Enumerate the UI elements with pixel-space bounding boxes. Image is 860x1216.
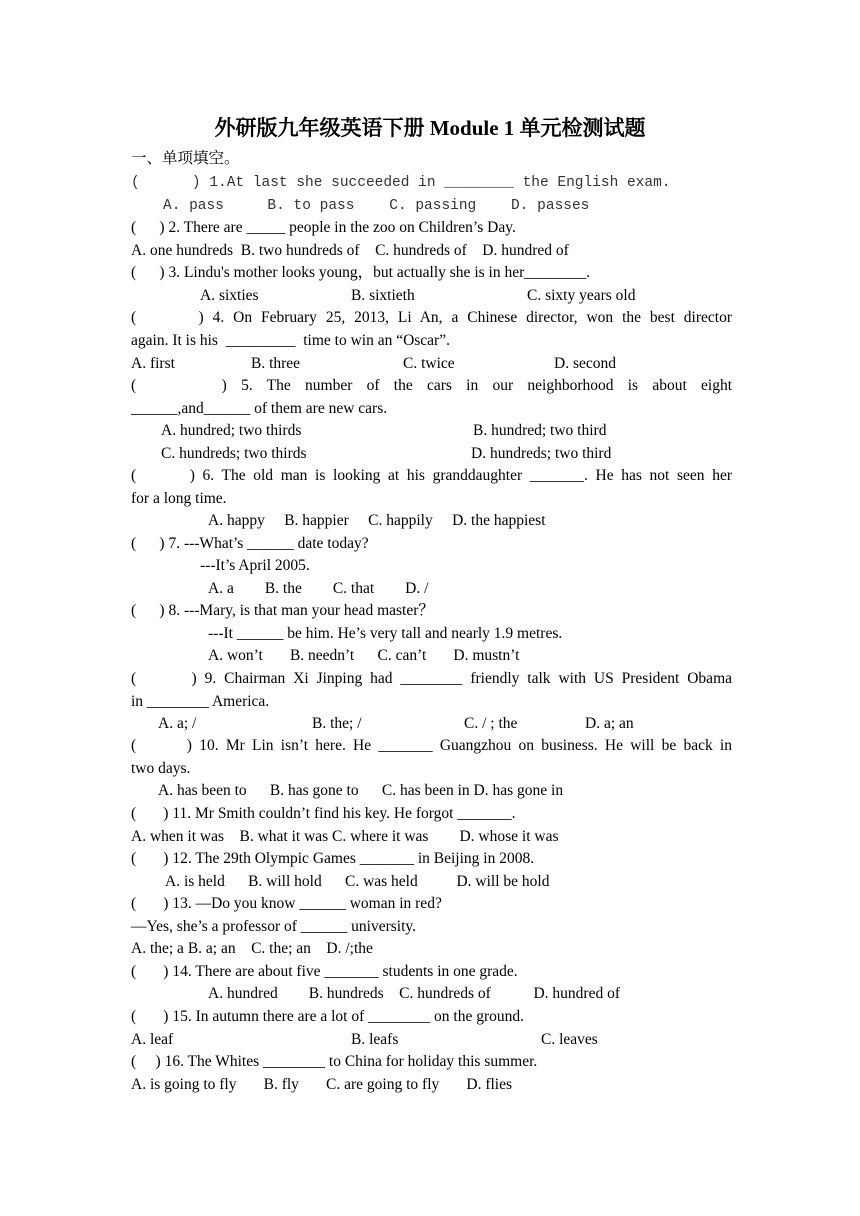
question-9-option-b: B. the; / [312, 715, 362, 732]
question-12-stem: ( ) 12. The 29th Olympic Games _______ in Beijing in 2008. [131, 850, 535, 867]
question-15-option-c: C. leaves [541, 1031, 598, 1048]
question-16-options: A. is going to fly B. fly C. are going to fly D. flies [131, 1076, 513, 1093]
question-6-options: A. happy B. happier C. happily D. the happiest [208, 512, 546, 529]
question-11-options: A. when it was B. what it was C. where it was D. whose it was [131, 828, 559, 845]
question-15-stem: ( ) 15. In autumn there are a lot of ________ on the ground. [131, 1008, 525, 1025]
question-16-stem: ( ) 16. The Whites ________ to China for holiday this summer. [131, 1053, 538, 1070]
question-7-options: A. a B. the C. that D. / [208, 580, 429, 597]
question-4-line-1: ( ) 4. On February 25, 2013, Li An, a Chinese director, won the best director [131, 309, 732, 326]
question-5-option-b: B. hundred; two third [473, 422, 607, 439]
question-3-stem: ( ) 3. Lindu's mother looks young，but actually she is in her________. [131, 264, 591, 281]
question-5-option-c: C. hundreds; two thirds [161, 445, 307, 462]
question-14-stem: ( ) 14. There are about five _______ students in one grade. [131, 963, 518, 980]
question-7-reply: ---It’s April 2005. [200, 557, 310, 574]
question-3-option-c: C. sixty years old [527, 287, 636, 304]
question-5-option-a: A. hundred; two thirds [161, 422, 302, 439]
question-15-option-a: A. leaf [131, 1031, 174, 1048]
question-4-option-c: C. twice [403, 355, 455, 372]
question-2-stem: ( ) 2. There are _____ people in the zoo on Children’s Day. [131, 219, 516, 236]
question-9-line-1: ( ) 9. Chairman Xi Jinping had ________ friendly talk with US President Obama [131, 670, 732, 687]
question-11-stem: ( ) 11. Mr Smith couldn’t find his key. He forgot _______. [131, 805, 516, 822]
question-5-option-d: D. hundreds; two third [471, 445, 612, 462]
question-9-stem [131, 668, 732, 713]
section-heading: 一、单项填空。 [131, 150, 240, 167]
question-5-stem [131, 375, 732, 420]
question-13-reply: —Yes, she’s a professor of ______ university. [131, 918, 417, 935]
question-8-reply: ---It ______ be him. He’s very tall and nearly 1.9 metres. [208, 625, 563, 642]
question-3-option-a: A. sixties [200, 287, 259, 304]
question-9-option-c: C. / ; the [464, 715, 518, 732]
question-10-line-1: ( ) 10. Mr Lin isn’t here. He _______ Guangzhou on business. He will be back in [131, 737, 732, 754]
question-15-option-b: B. leafs [351, 1031, 399, 1048]
question-1-stem: ( ) 1.At last she succeeded in ________ the English exam. [131, 175, 671, 191]
question-9-option-a: A. a; / [158, 715, 197, 732]
question-4-option-a: A. first [131, 355, 175, 372]
question-10-line-2: two days. [131, 759, 191, 777]
question-7-stem: ( ) 7. ---What’s ______ date today? [131, 535, 369, 552]
question-12-options: A. is held B. will hold C. was held D. will be hold [165, 873, 550, 890]
question-9-option-d: D. a; an [585, 715, 634, 732]
question-14-options: A. hundred B. hundreds C. hundreds of D. hundred of [208, 985, 620, 1002]
question-13-options: A. the; a B. a; an C. the; an D. /;the [131, 940, 373, 957]
question-6-line-2: for a long time. [131, 489, 227, 507]
question-4-line-2: again. It is his _________ time to win an “Oscar”. [131, 331, 450, 349]
question-5-line-2: ______,and______ of them are new cars. [131, 399, 388, 417]
question-13-stem: ( ) 13. —Do you know ______ woman in red? [131, 895, 442, 912]
question-6-line-1: ( ) 6. The old man is looking at his granddaughter _______. He has not seen her [131, 467, 732, 484]
question-9-line-2: in ________ America. [131, 692, 270, 710]
page-title: 外研版九年级英语下册 Module 1 单元检测试题 [214, 116, 646, 140]
question-4-stem [131, 307, 732, 352]
question-10-stem [131, 735, 732, 780]
question-3-option-b: B. sixtieth [351, 287, 415, 304]
question-1-options: A. pass B. to pass C. passing D. passes [163, 198, 590, 214]
question-4-option-b: B. three [251, 355, 301, 372]
question-8-stem: ( ) 8. ---Mary, is that man your head master？ [131, 602, 434, 619]
question-6-stem [131, 465, 732, 510]
question-8-options: A. won’t B. needn’t C. can’t D. mustn’t [208, 647, 520, 664]
question-5-line-1: ( ) 5. The number of the cars in our neighborhood is about eight [131, 377, 732, 394]
question-2-options: A. one hundreds B. two hundreds of C. hundreds of D. hundred of [131, 242, 569, 259]
question-10-options: A. has been to B. has gone to C. has been in D. has gone in [158, 782, 564, 799]
question-4-option-d: D. second [554, 355, 616, 372]
